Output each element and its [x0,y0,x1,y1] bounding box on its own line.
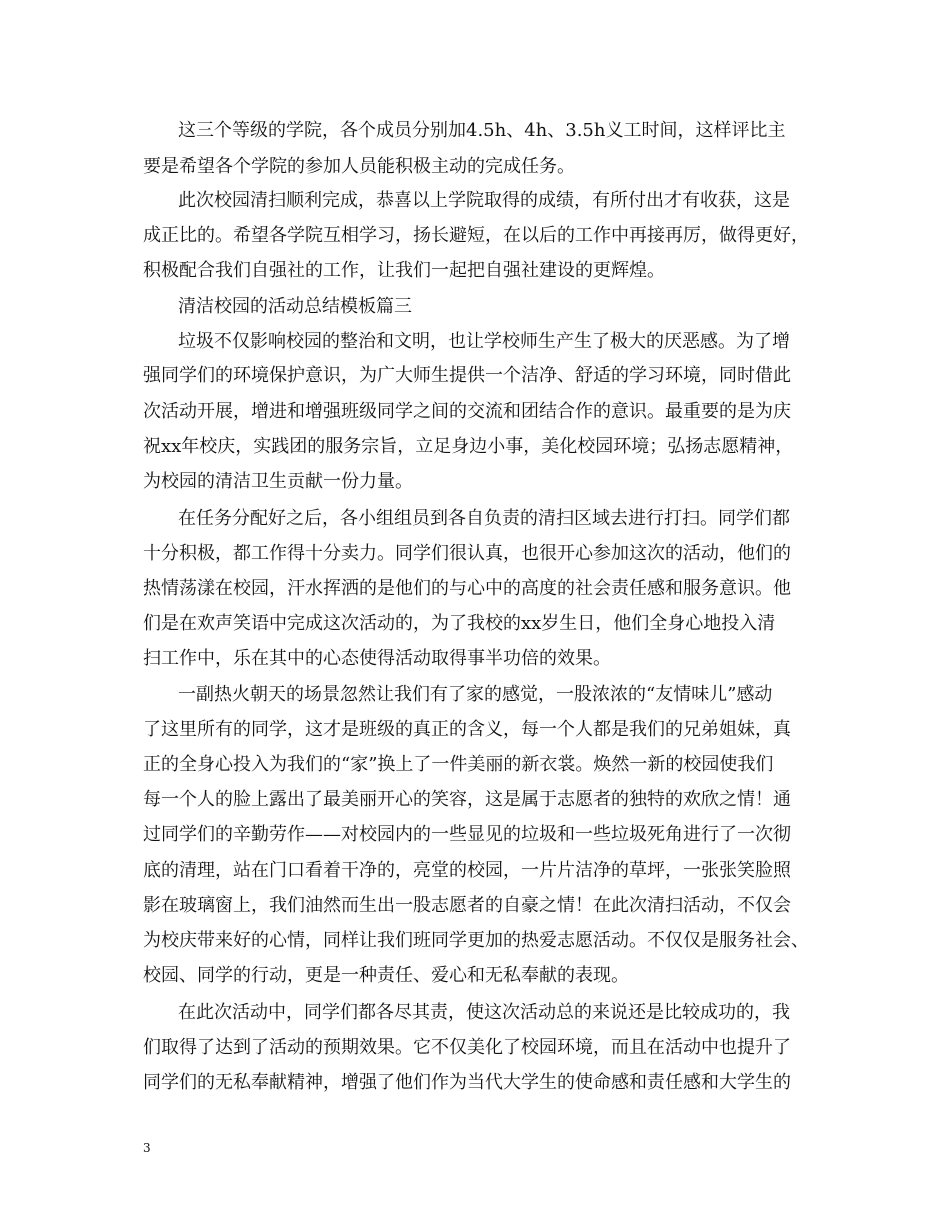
text-line: 垃圾不仅影响校园的整治和文明，也让学校师生产生了极大的厌恶感。为了增 [178,331,790,352]
text-line: 成正比的。希望各学院互相学习，扬长避短，在以后的工作中再接再厉，做得更好， [143,225,809,246]
text-line: 正的全身心投入为我们的“家”换上了一件美丽的新衣裳。焕然一新的校园使我们 [143,754,774,775]
text-line: 同学们的无私奉献精神，增强了他们作为当代大学生的使命感和责任感和大学生的 [143,1072,791,1093]
text-line: 扫工作中，乐在其中的心态使得活动取得事半功倍的效果。 [143,648,611,669]
text-line: 每一个人的脸上露出了最美丽开心的笑容，这是属于志愿者的独特的欢欣之情！通 [143,789,791,810]
text-line: 影在玻璃窗上，我们油然而生出一股志愿者的自豪之情！在此次清扫活动，不仅会 [143,895,791,916]
text-line: 次活动开展，增进和增强班级同学之间的交流和团结合作的意识。最重要的是为庆 [143,401,791,422]
text-line: 祝xx年校庆，实践团的服务宗旨，立足身边小事，美化校园环境；弘扬志愿精神， [143,436,794,457]
text-line: 们取得了达到了活动的预期效果。它不仅美化了校园环境，而且在活动中也提升了 [143,1037,791,1058]
text-line: 了这里所有的同学，这才是班级的真正的含义，每一个人都是我们的兄弟姐妹，真 [143,719,791,740]
section-heading: 清洁校园的活动总结模板篇三 [178,296,412,317]
text-line: 在此次活动中，同学们都各尽其责，使这次活动总的来说还是比较成功的，我 [178,1002,790,1023]
text-line: 们是在欢声笑语中完成这次活动的，为了我校的xx岁生日，他们全身心地投入清 [143,613,776,634]
text-line: 底的清理，站在门口看着干净的，亮堂的校园，一片片洁净的草坪，一张张笑脸照 [143,860,791,881]
text-line: 强同学们的环境保护意识，为广大师生提供一个洁净、舒适的学习环境，同时借此 [143,365,791,386]
text-line: 在任务分配好之后，各小组组员到各自负责的清扫区域去进行打扫。同学们都 [178,508,790,529]
text-line: 为校庆带来好的心情，同样让我们班同学更加的热爱志愿活动。不仅仅是服务社会、 [143,930,809,951]
text-line: 过同学们的辛勤劳作——对校园内的一些显见的垃圾和一些垃圾死角进行了一次彻 [143,824,791,845]
text-line: 为校园的清洁卫生贡献一份力量。 [143,471,413,492]
text-line: 一副热火朝天的场景忽然让我们有了家的感觉，一股浓浓的“友情味儿”感动 [178,684,773,705]
text-line: 校园、同学的行动，更是一种责任、爱心和无私奉献的表现。 [143,965,629,986]
text-line: 积极配合我们自强社的工作，让我们一起把自强社建设的更辉煌。 [143,260,665,281]
text-line: 要是希望各个学院的参加人员能积极主动的完成任务。 [143,156,575,177]
text-line: 此次校园清扫顺利完成，恭喜以上学院取得的成绩，有所付出才有收获，这是 [178,190,790,211]
text-line: 热情荡漾在校园，汗水挥洒的是他们的与心中的高度的社会责任感和服务意识。他 [143,578,791,599]
text-line: 这三个等级的学院，各个成员分别加4.5h、4h、3.5h义工时间，这样评比主 [178,120,786,141]
page-number: 3 [143,1141,151,1155]
text-line: 十分积极，都工作得十分卖力。同学们很认真，也很开心参加这次的活动，他们的 [143,543,791,564]
